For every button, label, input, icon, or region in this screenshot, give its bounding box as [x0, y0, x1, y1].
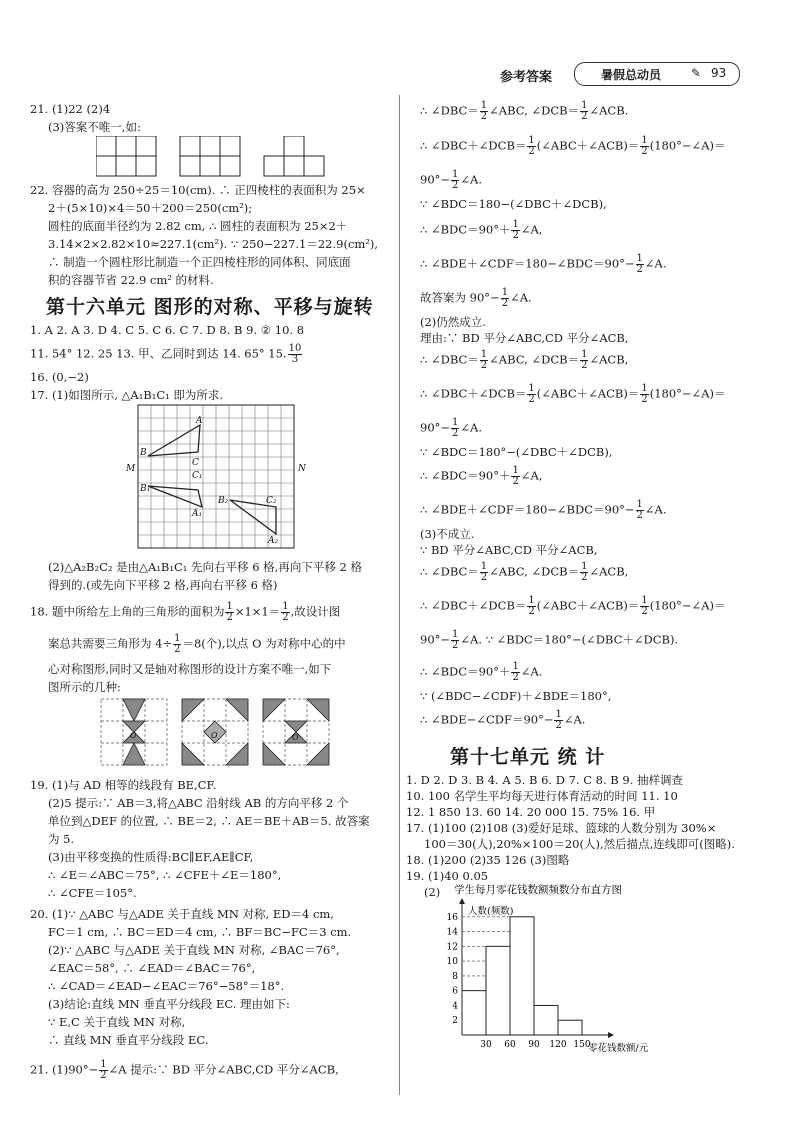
derivation-r17: ∵ BD 平分∠ABC,CD 平分∠ACB, [420, 543, 598, 557]
histogram-chart [440, 880, 690, 1065]
x-tick-label: 120 [549, 1040, 567, 1050]
q20-line7: ∵ E,C 关于直线 MN 对称, [48, 1015, 186, 1029]
derivation-r14: ∴ ∠BDC＝90°＋ $\frac{1}{2}$ ∠A, [420, 465, 543, 487]
x-tick-label: 30 [480, 1040, 492, 1050]
q22-line3: 圆柱的底面半径约为 2.82 cm, ∴ 圆柱的表面积为 25×2＋ [48, 219, 348, 233]
label-B2: B₂ [218, 496, 229, 506]
q18-line3: 心对称图形,同时又是轴对称图形的设计方案不唯一,如下 [48, 662, 332, 676]
u17-line6: 18. (1)200 (2)35 126 (3)图略 [406, 853, 570, 867]
page-number: 93 [711, 66, 727, 80]
histogram-bar [534, 1005, 558, 1035]
y-tick-label: 12 [446, 942, 458, 953]
chart-xlabel: 零花钱数额/元 [588, 1043, 649, 1054]
derivation-r23: ∴ ∠BDE−∠CDF＝90°− $\frac{1}{2}$ ∠A. [420, 709, 586, 731]
q19-line6: ∴ ∠E＝∠ABC＝75°, ∴ ∠CFE＋∠E＝180°, [48, 868, 282, 882]
y-tick-label: 16 [446, 912, 458, 923]
y-tick-label: 6 [452, 986, 458, 997]
q21-line1: 21. (1)22 (2)4 [30, 102, 111, 116]
derivation-r7: 故答案为 90°− $\frac{1}{2}$ ∠A. [420, 287, 532, 309]
q19-line4: 为 5. [48, 832, 75, 846]
unit16-title: 第十六单元 图形的对称、平移与旋转 [46, 296, 374, 318]
unit17-title: 第十七单元 统 计 [450, 746, 606, 768]
q18-line4: 图所示的几种: [48, 680, 121, 694]
q19-line2: (2)5 提示:∵ AB＝3,将△ABC 沿射线 AB 的方向平移 2 个 [48, 796, 349, 810]
derivation-r8: (2)仍然成立. [420, 315, 486, 329]
q20-line8: ∴ 直线 MN 垂直平分线段 EC. [48, 1033, 209, 1047]
ans16-line2: 11. 54° 12. 25 13. 甲、乙同时到达 14. 65° 15. $\frac{10}{3}$ [30, 343, 302, 365]
label-M: M [126, 464, 136, 474]
answers-label: 参考答案 [500, 70, 553, 85]
q19-line7: ∴ ∠CFE＝105°. [48, 886, 137, 900]
q22-line6: 积的容器节省 22.9 cm² 的材料. [48, 273, 214, 287]
label-B1: B₁ [140, 484, 151, 494]
chart-ylabel: 人数(频数) [468, 906, 514, 917]
derivation-r1: ∴ ∠DBC＝ $\frac{1}{2}$ ∠ABC, ∠DCB＝ $\frac{1}{2}$ ∠ACB. [420, 100, 629, 122]
label-A2: A₂ [268, 536, 279, 546]
ans16-line1: 1. A 2. A 3. D 4. C 5. C 6. C 7. D 8. B 9. ② 10. 8 [30, 323, 305, 337]
q21-line2: (3)答案不唯一,如: [48, 120, 141, 134]
histogram-bar [486, 946, 510, 1035]
label-A: A [196, 416, 203, 426]
q21-net-figures [96, 136, 386, 178]
q21b-line: 21. (1)90°− $\frac{1}{2}$ ∠A 提示:∵ BD 平分∠ABC,CD 平分∠ACB, [30, 1059, 339, 1081]
u17-line3: 12. 1 850 13. 60 14. 20 000 15. 75% 16. 甲 [406, 805, 656, 819]
histogram-bar [510, 917, 534, 1035]
q17-grid-figure [126, 403, 316, 553]
label-A1: A₁ [192, 509, 203, 519]
q18-line1: 18. 题中所给左上角的三角形的面积为 $\frac{1}{2}$ ×1×1＝ $\frac{1}{2}$ ,故设计图 [30, 601, 341, 623]
q19-line3: 单位到△DEF 的位置, ∴ BE＝2, ∴ AE＝BE＋AB＝5. 故答案 [48, 814, 370, 828]
book-label: 暑假总动员 [601, 68, 662, 82]
derivation-r20: 90°− $\frac{1}{2}$ ∠A. ∵ ∠BDC＝180°−(∠DBC＋∠DCB). [420, 629, 679, 651]
q18-line2: 案总共需要三角形为 4÷ $\frac{1}{2}$ ＝8(个),以点 O 为对称中心的中 [48, 633, 346, 655]
q18-design-figures [100, 698, 370, 770]
q19-line1: 19. (1)与 AD 相等的线段有 BE,CF. [30, 778, 217, 792]
q20-line2: FC＝1 cm, ∴ BC＝ED＝4 cm, ∴ BF＝BC−FC＝3 cm. [48, 925, 352, 939]
derivation-r2: ∴ ∠DBC＋∠DCB＝ $\frac{1}{2}$ (∠ABC＋∠ACB)＝ $\frac{1}{2}$ (180°−∠A)＝ [420, 135, 726, 157]
q20-line6: (3)结论:直线 MN 垂直平分线段 EC. 理由如下: [48, 997, 290, 1011]
q22-line4: 3.14×2×2.82×10≈227.1(cm²). ∵ 250−227.1＝22.9(cm²), [48, 237, 379, 251]
ans16-line3: 16. (0,−2) [30, 370, 89, 384]
derivation-r5: ∴ ∠BDC＝90°＋ $\frac{1}{2}$ ∠A, [420, 219, 543, 241]
column-divider [399, 95, 400, 1095]
histogram-bar [462, 991, 486, 1035]
svg-text:O: O [130, 731, 137, 740]
x-tick-label: 150 [573, 1040, 591, 1050]
derivation-r9: 理由:∵ BD 平分∠ABC,CD 平分∠ACB, [420, 331, 629, 345]
q22-line5: ∴ 制造一个圆柱形比制造一个正四棱柱形的同体积、同底面 [48, 255, 351, 269]
q22-line2: 2＋(5×10)×4＝50＋200＝250(cm²); [48, 201, 253, 215]
y-tick-label: 8 [452, 971, 458, 982]
derivation-r6: ∴ ∠BDE＋∠CDF＝180−∠BDC＝90°− $\frac{1}{2}$ ∠A. [420, 253, 667, 275]
derivation-r18: ∴ ∠DBC＝ $\frac{1}{2}$ ∠ABC, ∠DCB＝ $\frac{1}{2}$ ∠ACB, [420, 561, 629, 583]
y-tick-label: 14 [446, 927, 458, 938]
q17-part2-line1: (2)△A₂B₂C₂ 是由△A₁B₁C₁ 先向右平移 6 格,再向下平移 2 格 [48, 560, 362, 574]
u17-line1: 1. D 2. D 3. B 4. A 5. B 6. D 7. C 8. B 9. 抽样调查 [406, 773, 684, 787]
histogram-bar [558, 1020, 582, 1035]
u17-line8: (2) [424, 885, 441, 899]
derivation-r3: 90°− $\frac{1}{2}$ ∠A. [420, 169, 483, 191]
label-C1: C₁ [192, 471, 203, 481]
q20-line4: ∠EAC＝58°, ∴ ∠EAD＝∠BAC＝76°, [48, 961, 256, 975]
q20-line1: 20. (1)∵ △ABC 与△ADE 关于直线 MN 对称, ED＝4 cm, [30, 907, 334, 921]
u17-line2: 10. 100 名学生平均每天进行体育活动的时间 11. 10 [406, 789, 678, 803]
derivation-r4: ∵ ∠BDC＝180−(∠DBC＋∠DCB), [420, 197, 607, 211]
derivation-r10: ∴ ∠DBC＝ $\frac{1}{2}$ ∠ABC, ∠DCB＝ $\frac{1}{2}$ ∠ACB, [420, 349, 629, 371]
derivation-r19: ∴ ∠DBC＋∠DCB＝ $\frac{1}{2}$ (∠ABC＋∠ACB)＝ $\frac{1}{2}$ (180°−∠A)＝ [420, 595, 726, 617]
header-badge [574, 62, 740, 86]
chart-title: 学生每月零花钱数额频数分布直方图 [454, 884, 622, 896]
y-tick-label: 10 [446, 957, 458, 968]
derivation-r12: 90°− $\frac{1}{2}$ ∠A. [420, 417, 483, 439]
label-C: C [192, 458, 199, 468]
svg-text:O: O [292, 733, 299, 742]
y-tick-label: 2 [452, 1016, 458, 1027]
q20-line3: (2)∵ △ABC 与△ADE 关于直线 MN 对称, ∠BAC＝76°, [48, 943, 340, 957]
q22-line1: 22. 容器的高为 250÷25＝10(cm). ∴ 正四棱柱的表面积为 25× [30, 183, 366, 197]
derivation-r21: ∴ ∠BDC＝90°＋ $\frac{1}{2}$ ∠A. [420, 661, 543, 683]
svg-text:O: O [211, 731, 218, 740]
derivation-r22: ∵ (∠BDC−∠CDF)＋∠BDE＝180°, [420, 689, 612, 703]
label-B: B [140, 448, 147, 458]
ans16-line4: 17. (1)如图所示, △A₁B₁C₁ 即为所求. [30, 388, 224, 402]
derivation-r15: ∴ ∠BDE＋∠CDF＝180−∠BDC＝90°− $\frac{1}{2}$ ∠A. [420, 499, 667, 521]
pen-icon: ✎ [691, 66, 702, 80]
derivation-r11: ∴ ∠DBC＋∠DCB＝ $\frac{1}{2}$ (∠ABC＋∠ACB)＝ $\frac{1}{2}$ (180°−∠A)＝ [420, 383, 726, 405]
derivation-r16: (3)不成立. [420, 527, 475, 541]
u17-line5: 100＝30(人),20%×100＝20(人),然后描点,连线即可(图略). [424, 837, 735, 851]
derivation-r13: ∵ ∠BDC＝180°−(∠DBC＋∠DCB), [420, 445, 613, 459]
u17-line4: 17. (1)100 (2)108 (3)爱好足球、篮球的人数分别为 30%× [406, 821, 717, 835]
x-tick-label: 90 [528, 1040, 540, 1050]
x-tick-label: 60 [504, 1040, 516, 1050]
y-tick-label: 4 [452, 1001, 458, 1012]
label-N: N [298, 464, 306, 474]
q20-line5: ∴ ∠CAD＝∠EAD−∠EAC＝76°−58°＝18°. [48, 979, 285, 993]
label-C2: C₂ [266, 496, 277, 506]
u17-line7: 19. (1)40 0.05 [406, 869, 489, 883]
q17-part2-line2: 得到的.(或先向下平移 2 格,再向右平移 6 格) [48, 578, 278, 592]
q19-line5: (3)由平移变换的性质得:BC∥EF,AE∥CF, [48, 850, 254, 864]
